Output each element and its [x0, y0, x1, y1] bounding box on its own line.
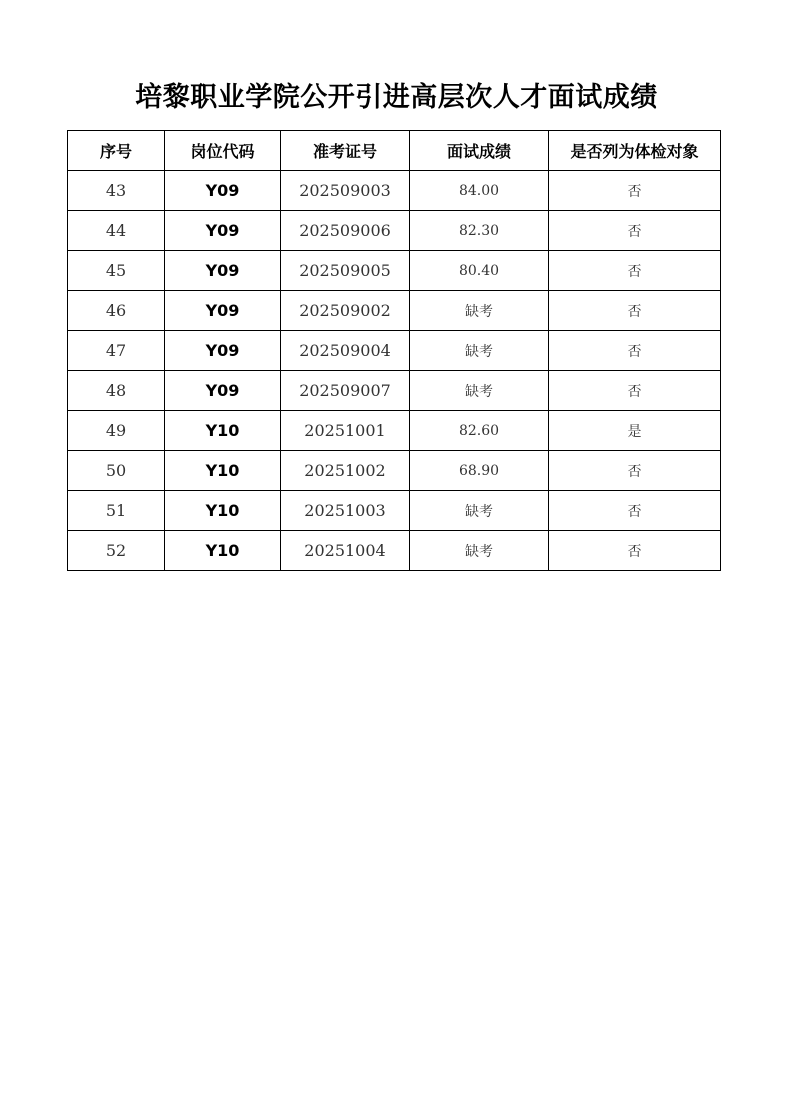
table-row	[68, 171, 721, 211]
header-seq: 序号	[68, 131, 165, 171]
header-medical-exam: 是否列为体检对象	[549, 131, 721, 171]
table-row	[68, 331, 721, 371]
ticket-no-cell: 20251004	[281, 531, 410, 571]
post-code-cell: Y10	[165, 531, 281, 571]
table-row	[68, 451, 721, 491]
page-title: 培黎职业学院公开引进高层次人才面试成绩	[135, 82, 658, 113]
post-code-cell: Y09	[165, 371, 281, 411]
post-code-cell: Y09	[165, 331, 281, 371]
table-row	[68, 371, 721, 411]
seq-cell: 49	[68, 411, 165, 451]
seq-cell: 48	[68, 371, 165, 411]
medical-exam-cell: 否	[549, 331, 721, 371]
score-cell: 84.00	[410, 171, 549, 211]
post-code-cell: Y10	[165, 491, 281, 531]
score-cell: 缺考	[410, 291, 549, 331]
seq-cell: 44	[68, 211, 165, 251]
post-code-cell: Y10	[165, 411, 281, 451]
score-cell: 缺考	[410, 491, 549, 531]
score-cell: 缺考	[410, 531, 549, 571]
medical-exam-cell: 否	[549, 171, 721, 211]
table-header-row	[68, 131, 721, 171]
interview-score-table	[67, 130, 721, 571]
medical-exam-cell: 否	[549, 371, 721, 411]
table-row	[68, 531, 721, 571]
score-cell: 82.30	[410, 211, 549, 251]
post-code-cell: Y09	[165, 291, 281, 331]
header-score: 面试成绩	[410, 131, 549, 171]
ticket-no-cell: 20251003	[281, 491, 410, 531]
ticket-no-cell: 202509007	[281, 371, 410, 411]
post-code-cell: Y09	[165, 171, 281, 211]
table-row	[68, 491, 721, 531]
ticket-no-cell: 202509003	[281, 171, 410, 211]
seq-cell: 51	[68, 491, 165, 531]
header-ticket-no: 准考证号	[281, 131, 410, 171]
score-cell: 缺考	[410, 371, 549, 411]
ticket-no-cell: 202509005	[281, 251, 410, 291]
score-cell: 缺考	[410, 331, 549, 371]
score-cell: 68.90	[410, 451, 549, 491]
medical-exam-cell: 是	[549, 411, 721, 451]
seq-cell: 52	[68, 531, 165, 571]
table-row	[68, 251, 721, 291]
medical-exam-cell: 否	[549, 291, 721, 331]
seq-cell: 46	[68, 291, 165, 331]
medical-exam-cell: 否	[549, 531, 721, 571]
seq-cell: 45	[68, 251, 165, 291]
post-code-cell: Y09	[165, 251, 281, 291]
medical-exam-cell: 否	[549, 211, 721, 251]
ticket-no-cell: 20251001	[281, 411, 410, 451]
medical-exam-cell: 否	[549, 451, 721, 491]
seq-cell: 50	[68, 451, 165, 491]
table-row	[68, 291, 721, 331]
score-cell: 82.60	[410, 411, 549, 451]
medical-exam-cell: 否	[549, 491, 721, 531]
post-code-cell: Y09	[165, 211, 281, 251]
post-code-cell: Y10	[165, 451, 281, 491]
table-row	[68, 411, 721, 451]
score-cell: 80.40	[410, 251, 549, 291]
header-post-code: 岗位代码	[165, 131, 281, 171]
seq-cell: 43	[68, 171, 165, 211]
ticket-no-cell: 202509002	[281, 291, 410, 331]
medical-exam-cell: 否	[549, 251, 721, 291]
ticket-no-cell: 202509004	[281, 331, 410, 371]
ticket-no-cell: 20251002	[281, 451, 410, 491]
seq-cell: 47	[68, 331, 165, 371]
table-row	[68, 211, 721, 251]
ticket-no-cell: 202509006	[281, 211, 410, 251]
